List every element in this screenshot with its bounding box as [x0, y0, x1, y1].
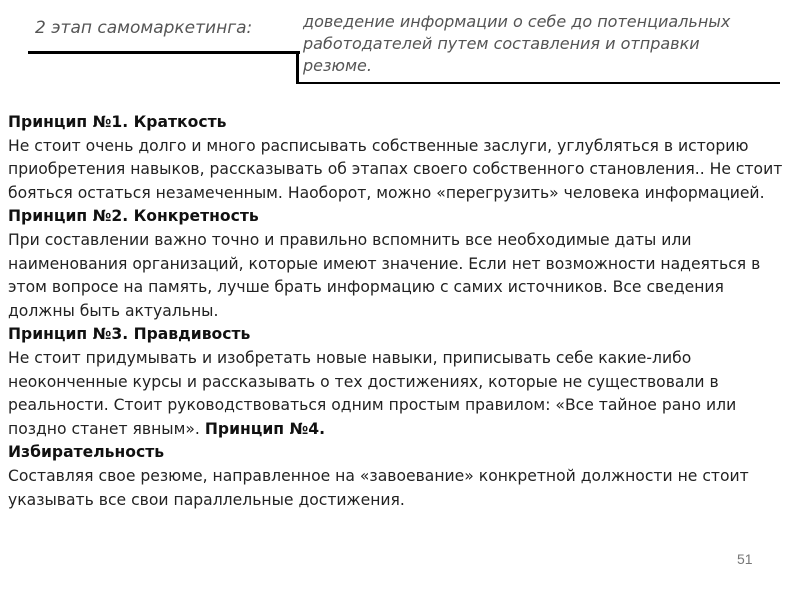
principle-4-number: Принцип №4.: [204, 419, 325, 438]
principle-3-paragraph: [8, 347, 790, 441]
principle-2-heading: Принцип №2. Конкретность: [8, 207, 259, 226]
principle-3-text: Не стоит придумывать и изобретать новые навыки, приписывать себе какие-либо неоконченные курсы и рассказывать о тех достижениях, которые не существовали в реальности. Стоит руководствоваться одним простым правилом: «Все тайное рано или поздно станет явным».: [8, 348, 737, 438]
principle-2-text: При составлении важно точно и правильно вспомнить все необходимые даты или наименования организаций, которые имеют значение. Если нет возможности надеяться в этом вопросе на память, лучше брать информацию с самих источников. Все сведения должны быть актуальны.: [8, 230, 761, 320]
principles-body: [8, 111, 790, 512]
stage-description-underline: [296, 82, 780, 84]
principle-1-text: Не стоит очень долго и много расписывать собственные заслуги, углубляться в историю приобретения навыков, рассказывать об этапах своего собственного становления.. Не стоит бояться остаться незамеченным. Наоборот, можно «перегрузить» человека информацией.: [8, 136, 783, 202]
stage-label: 2 этап самомаркетинга:: [35, 18, 253, 38]
stage-divider: [296, 51, 299, 83]
page-number: 51: [737, 551, 753, 567]
principle-1-heading: Принцип №1. Краткость: [8, 113, 227, 131]
principle-4-text: Составляя свое резюме, направленное на «завоевание» конкретной должности не стоит указывать все свои параллельные достижения.: [8, 466, 749, 509]
stage-label-underline: [28, 51, 300, 54]
principle-3-heading: Принцип №3. Правдивость: [8, 325, 251, 344]
principle-4-heading: Избирательность: [8, 443, 165, 462]
stage-description: доведение информации о себе до потенциальных работодателей путем составления и отправки резюме.: [303, 12, 731, 75]
